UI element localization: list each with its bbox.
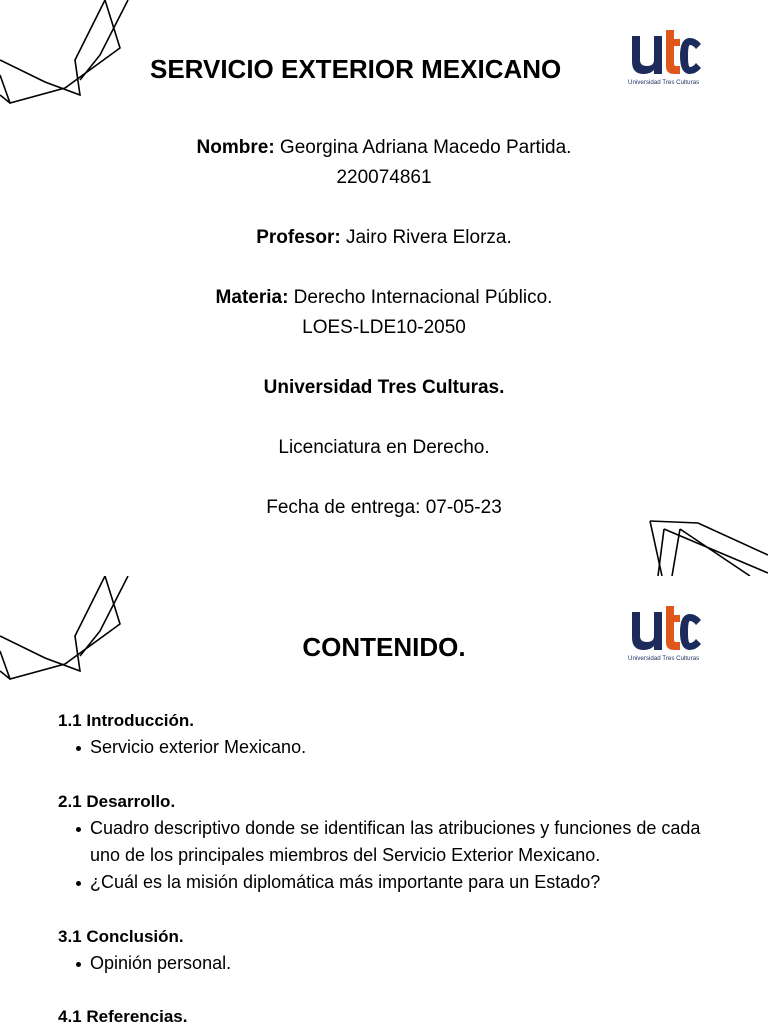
list-item: Opinión personal. [58, 950, 718, 977]
matricula: 220074861 [336, 167, 432, 188]
section-desarrollo [58, 788, 718, 896]
bullet-icon [76, 962, 81, 967]
section-referencias [58, 1003, 718, 1024]
contents-title: CONTENIDO. [302, 632, 466, 662]
section-heading: 2.1 Desarrollo. [58, 792, 176, 811]
nombre-value: Georgina Adriana Macedo Partida. [274, 137, 572, 158]
profesor-value: Jairo Rivera Elorza. [340, 227, 512, 248]
utc-logo-subtitle: Universidad Tres Culturas [628, 655, 700, 662]
universidad-name: Universidad Tres Culturas. [263, 377, 505, 398]
profesor-line [0, 227, 768, 249]
section-conclusion [58, 923, 718, 977]
list-item: ¿Cuál es la misión diplomática más importante para un Estado? [58, 869, 718, 896]
materia-code: LOES-LDE10-2050 [302, 317, 466, 338]
utc-logo [628, 28, 704, 90]
geometric-lines-decoration-top-left [0, 576, 140, 686]
materia-label: Materia: [215, 287, 289, 308]
section-heading: 3.1 Conclusión. [58, 927, 184, 946]
bullet-icon [76, 746, 81, 751]
profesor-label: Profesor: [256, 227, 341, 248]
materia-value: Derecho Internacional Público. [288, 287, 553, 308]
bullet-icon [76, 827, 81, 832]
nombre-label: Nombre: [196, 137, 275, 158]
list-item: Servicio exterior Mexicano. [58, 734, 718, 761]
utc-logo [628, 604, 704, 666]
list-item: Cuadro descriptivo donde se identifican las atribuciones y funciones de cada uno de los principales miembros del Servicio Exterior Mexicano. [58, 815, 718, 869]
nombre-line [0, 137, 768, 159]
utc-logo-mark [628, 604, 704, 654]
materia-line [0, 287, 768, 309]
utc-logo-mark [628, 28, 704, 78]
geometric-lines-decoration-bottom-right [640, 515, 768, 576]
utc-logo-subtitle: Universidad Tres Culturas [628, 79, 700, 86]
fecha-entrega: Fecha de entrega: 07-05-23 [266, 497, 502, 518]
licenciatura: Licenciatura en Derecho. [278, 437, 490, 458]
section-heading: 1.1 Introducción. [58, 711, 195, 730]
section-introduccion [58, 707, 718, 761]
geometric-lines-decoration-top-left [0, 0, 140, 110]
contents-page [0, 576, 768, 1024]
section-heading: 4.1 Referencias. [58, 1007, 188, 1024]
bullet-icon [76, 881, 81, 886]
document-title: SERVICIO EXTERIOR MEXICANO [150, 54, 562, 84]
